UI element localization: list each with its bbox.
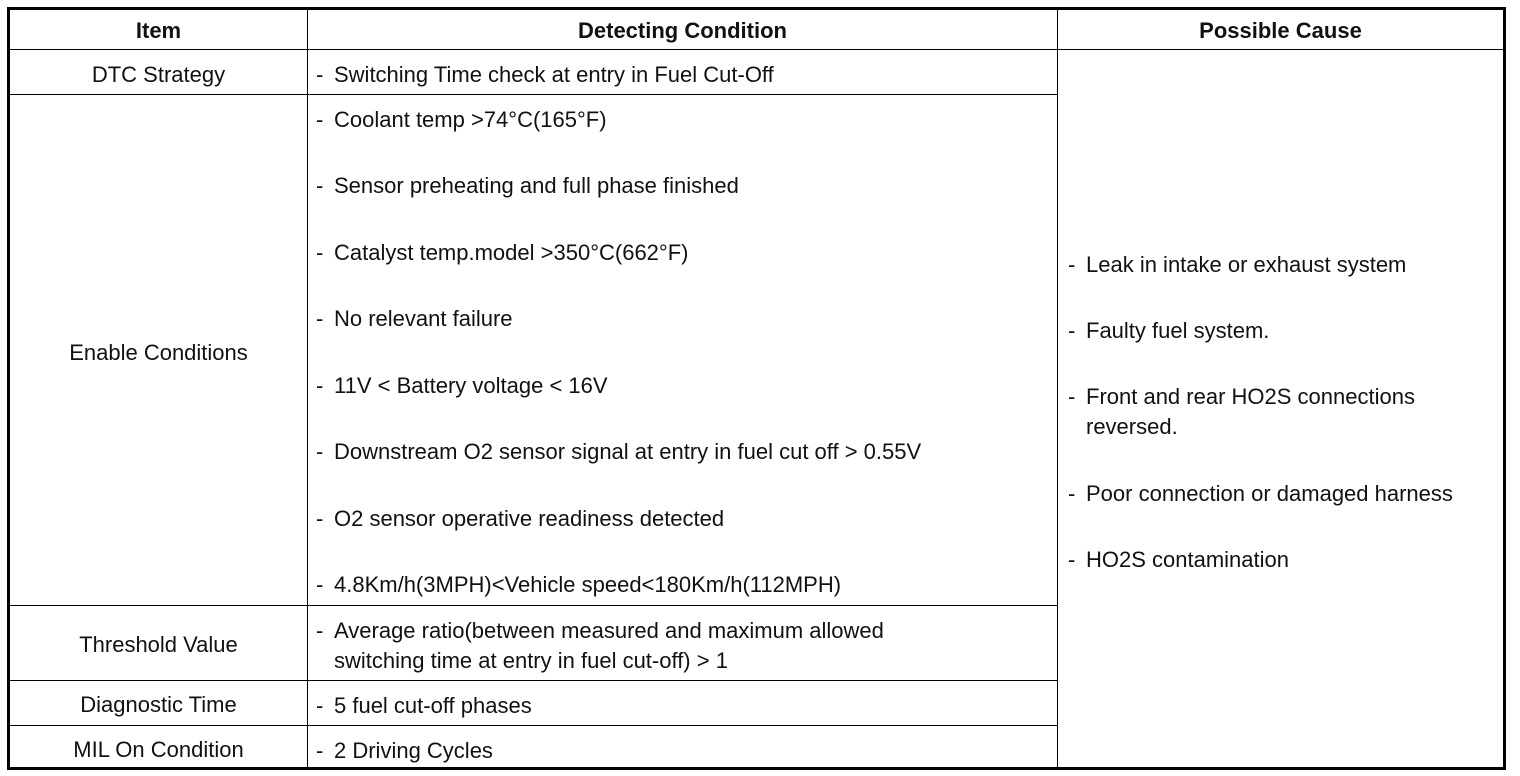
condition-line: - O2 sensor operative readiness detected bbox=[316, 506, 725, 531]
condition-line: - Switching Time check at entry in Fuel Cut-Off bbox=[316, 62, 774, 87]
header-possible-cause: Possible Cause bbox=[1199, 18, 1362, 43]
item-mil-on-condition: MIL On Condition bbox=[73, 737, 244, 762]
item-threshold-value: Threshold Value bbox=[79, 632, 238, 657]
condition-line: - 4.8Km/h(3MPH)<Vehicle speed<180Km/h(112MPH) bbox=[316, 572, 842, 597]
condition-line: - 2 Driving Cycles bbox=[316, 738, 493, 763]
column-divider-2 bbox=[1057, 10, 1058, 767]
condition-line: - Average ratio(between measured and maximum allowed bbox=[316, 618, 884, 643]
row-divider bbox=[10, 725, 1058, 726]
row-divider bbox=[10, 605, 1058, 606]
item-dtc-strategy: DTC Strategy bbox=[91, 62, 226, 87]
cause-line: - Front and rear HO2S connections bbox=[1068, 384, 1415, 409]
row-divider bbox=[10, 94, 1058, 95]
header-detecting-condition: Detecting Condition bbox=[578, 18, 787, 43]
condition-line: - Downstream O2 sensor signal at entry in fuel cut off > 0.55V bbox=[316, 439, 922, 464]
condition-line: - Coolant temp >74°C(165°F) bbox=[316, 107, 607, 132]
condition-line: - Catalyst temp.model >350°C(662°F) bbox=[316, 240, 689, 265]
cause-line: - Faulty fuel system. bbox=[1068, 318, 1270, 343]
dtc-table bbox=[7, 7, 1506, 770]
condition-line-continued: switching time at entry in fuel cut-off) > 1 bbox=[334, 648, 728, 673]
cause-line: - Poor connection or damaged harness bbox=[1068, 481, 1453, 506]
row-divider bbox=[10, 680, 1058, 681]
cause-line: - HO2S contamination bbox=[1068, 547, 1289, 572]
condition-line: - Sensor preheating and full phase finished bbox=[316, 173, 739, 198]
item-diagnostic-time: Diagnostic Time bbox=[80, 692, 237, 717]
column-divider-1 bbox=[307, 10, 308, 767]
condition-line: - 11V < Battery voltage < 16V bbox=[316, 373, 608, 398]
cause-line: - Leak in intake or exhaust system bbox=[1068, 252, 1407, 277]
cause-line-continued: reversed. bbox=[1086, 414, 1178, 439]
header-divider bbox=[10, 49, 1503, 50]
condition-line: - 5 fuel cut-off phases bbox=[316, 693, 532, 718]
item-enable-conditions: Enable Conditions bbox=[69, 340, 248, 365]
header-item: Item bbox=[135, 18, 182, 43]
condition-line: - No relevant failure bbox=[316, 306, 513, 331]
